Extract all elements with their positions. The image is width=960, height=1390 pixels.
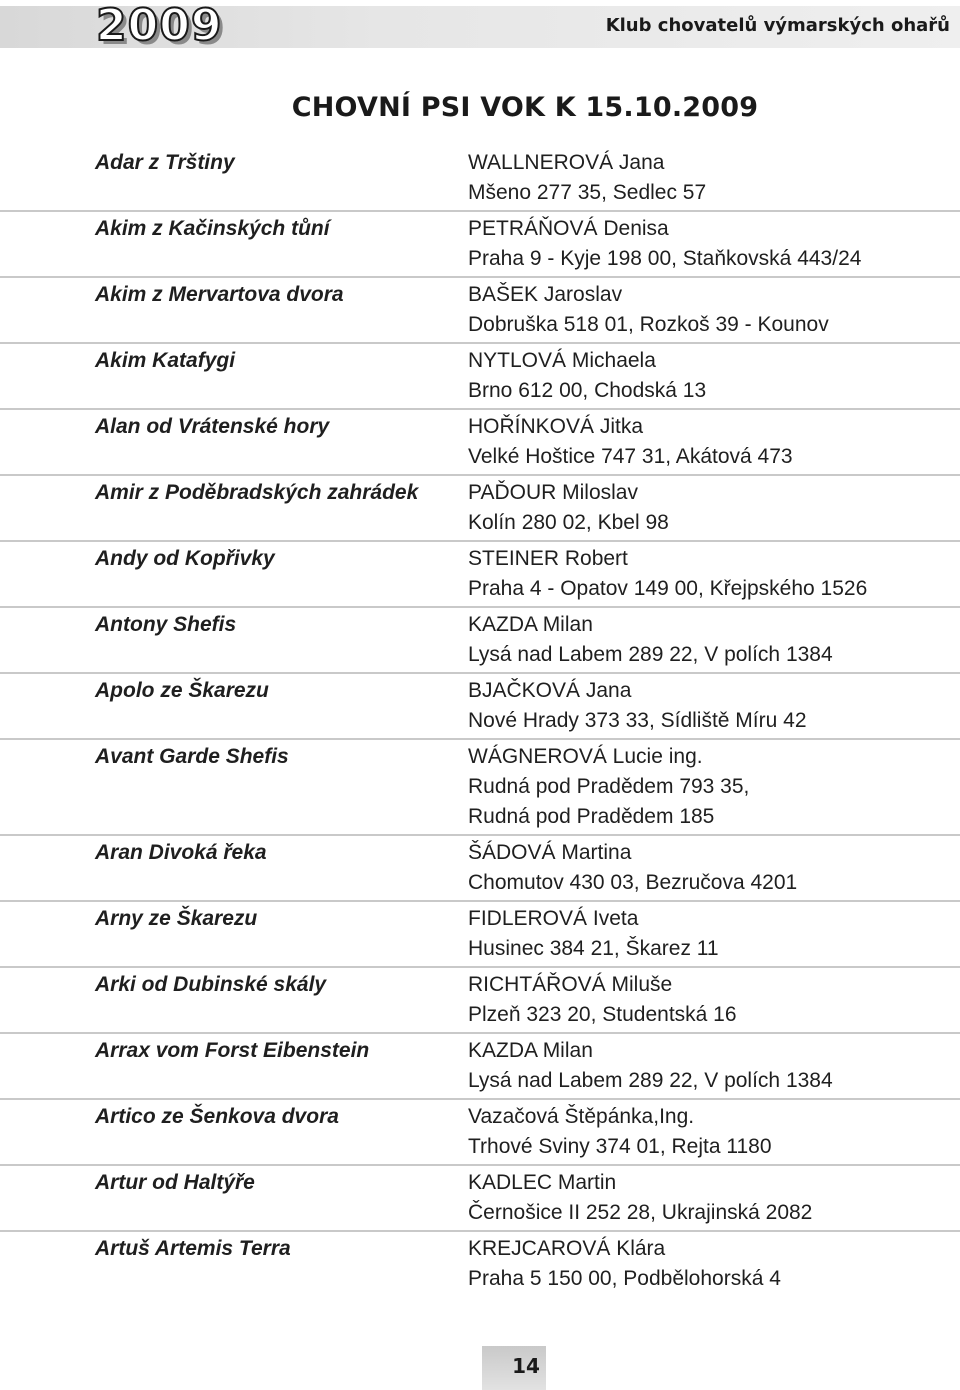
dog-name: Akim z Mervartova dvora — [95, 283, 344, 306]
dog-name: Artur od Haltýře — [95, 1171, 255, 1194]
list-item — [0, 606, 960, 672]
breeding-dogs-list — [0, 146, 960, 1296]
dog-name: Avant Garde Shefis — [95, 745, 289, 768]
owner-block — [468, 968, 948, 1032]
owner-address: Mšeno 277 35, Sedlec 57 — [468, 181, 707, 204]
owner-address: Velké Hoštice 747 31, Akátová 473 — [468, 445, 793, 468]
owner-address: Lysá nad Labem 289 22, V polích 1384 — [468, 643, 833, 666]
owner-name: KREJCAROVÁ Klára — [468, 1237, 666, 1260]
owner-address: Chomutov 430 03, Bezručova 4201 — [468, 871, 798, 894]
owner-name: PAĎOUR Miloslav — [468, 481, 638, 504]
club-name: Klub chovatelů výmarských ohařů — [605, 15, 950, 36]
owner-name: NYTLOVÁ Michaela — [468, 349, 656, 372]
owner-block — [468, 542, 948, 606]
owner-name: STEINER Robert — [468, 547, 628, 570]
list-item — [0, 408, 960, 474]
page-title: CHOVNÍ PSI VOK K 15.10.2009 — [291, 92, 759, 123]
owner-address: Praha 9 - Kyje 198 00, Staňkovská 443/24 — [468, 247, 862, 270]
owner-name: KAZDA Milan — [468, 1039, 593, 1062]
dog-name: Akim z Kačinských tůní — [95, 217, 330, 240]
year-logo: 2009 — [96, 0, 223, 51]
list-item — [0, 672, 960, 738]
list-item — [0, 474, 960, 540]
owner-block — [468, 344, 948, 408]
owner-name: WÁGNEROVÁ Lucie ing. — [468, 745, 703, 768]
owner-address: Kolín 280 02, Kbel 98 — [468, 511, 669, 534]
owner-address: Lysá nad Labem 289 22, V polích 1384 — [468, 1069, 833, 1092]
list-item — [0, 146, 960, 210]
owner-block — [468, 146, 948, 210]
owner-block — [468, 1232, 948, 1296]
list-item — [0, 1098, 960, 1164]
list-item — [0, 1032, 960, 1098]
list-item — [0, 834, 960, 900]
owner-block — [468, 674, 948, 738]
owner-name: RICHTÁŘOVÁ Miluše — [468, 973, 673, 996]
owner-name: KADLEC Martin — [468, 1171, 617, 1194]
owner-name: BJAČKOVÁ Jana — [468, 679, 632, 702]
owner-name: ŠÁDOVÁ Martina — [468, 841, 632, 864]
list-item — [0, 1164, 960, 1230]
list-item — [0, 966, 960, 1032]
owner-address: Dobruška 518 01, Rozkoš 39 - Kounov — [468, 313, 829, 336]
owner-block — [468, 902, 948, 966]
owner-block — [468, 608, 948, 672]
dog-name: Aran Divoká řeka — [95, 841, 267, 864]
dog-name: Alan od Vrátenské hory — [95, 415, 330, 438]
owner-address: Plzeň 323 20, Studentská 16 — [468, 1003, 737, 1026]
owner-name: BAŠEK Jaroslav — [468, 283, 623, 306]
owner-block — [468, 1166, 948, 1230]
dog-name: Akim Katafygi — [95, 349, 236, 372]
list-item — [0, 540, 960, 606]
owner-name: PETRÁŇOVÁ Denisa — [468, 217, 669, 240]
owner-block — [468, 1034, 948, 1098]
dog-name: Adar z Trštiny — [95, 151, 235, 174]
page-number-box — [482, 1346, 546, 1390]
owner-block — [468, 212, 948, 276]
owner-block — [468, 1100, 948, 1164]
owner-address: Praha 5 150 00, Podbělohorská 4 — [468, 1267, 781, 1290]
dog-name: Artico ze Šenkova dvora — [95, 1105, 339, 1128]
dog-name: Arrax vom Forst Eibenstein — [95, 1039, 370, 1062]
owner-block — [468, 410, 948, 474]
dog-name: Arny ze Škarezu — [95, 907, 258, 930]
dog-name: Artuš Artemis Terra — [95, 1237, 291, 1260]
owner-block — [468, 278, 948, 342]
owner-block — [468, 836, 948, 900]
list-item — [0, 900, 960, 966]
dog-name: Arki od Dubinské skály — [95, 973, 327, 996]
owner-address: Praha 4 - Opatov 149 00, Křejpského 1526 — [468, 577, 868, 600]
list-item — [0, 1230, 960, 1296]
owner-name: HOŘÍNKOVÁ Jitka — [468, 415, 644, 438]
dog-name: Antony Shefis — [95, 613, 237, 636]
owner-address: Rudná pod Pradědem 185 — [468, 805, 715, 828]
list-item — [0, 210, 960, 276]
owner-name: Vazačová Štěpánka,Ing. — [468, 1105, 695, 1128]
owner-address: Husinec 384 21, Škarez 11 — [468, 937, 719, 960]
owner-name: WALLNEROVÁ Jana — [468, 151, 665, 174]
owner-address: Nové Hrady 373 33, Sídliště Míru 42 — [468, 709, 807, 732]
dog-name: Amir z Poděbradských zahrádek — [95, 481, 419, 504]
owner-address: Černošice II 252 28, Ukrajinská 2082 — [468, 1201, 813, 1224]
owner-address: Trhové Sviny 374 01, Rejta 1180 — [468, 1135, 772, 1158]
owner-address: Rudná pod Pradědem 793 35, — [468, 775, 750, 798]
list-item — [0, 276, 960, 342]
list-item — [0, 738, 960, 834]
owner-name: FIDLEROVÁ Iveta — [468, 907, 639, 930]
page-number: 14 — [512, 1354, 540, 1378]
owner-address: Brno 612 00, Chodská 13 — [468, 379, 707, 402]
dog-name: Andy od Kopřivky — [95, 547, 275, 570]
dog-name: Apolo ze Škarezu — [95, 679, 269, 702]
owner-block — [468, 476, 948, 540]
list-item — [0, 342, 960, 408]
owner-block — [468, 740, 948, 834]
owner-name: KAZDA Milan — [468, 613, 593, 636]
